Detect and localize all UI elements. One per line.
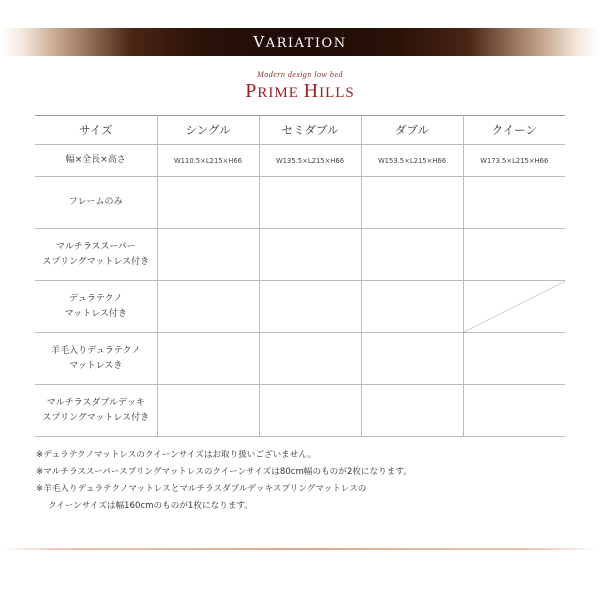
header-semi-double: セミダブル [259, 116, 361, 145]
image-cell [463, 229, 565, 281]
row-label-duratechno [35, 281, 157, 333]
image-cell [361, 229, 463, 281]
image-cell [259, 177, 361, 229]
bottom-divider [0, 548, 600, 550]
image-cell [361, 385, 463, 437]
brand-word1-cap: P [245, 80, 258, 102]
row-label-multilath-double-deck [35, 385, 157, 437]
table-row [35, 385, 565, 437]
footnote: ※マルチラススーパースプリングマットレスのクイーンサイズは80cm幅のものが2枚になります。 [36, 467, 412, 477]
row-label-frame-only [35, 177, 157, 229]
table-row [35, 177, 565, 229]
brand-word1-rest: RIME [257, 85, 299, 101]
banner-title-rest: ARIATION [265, 36, 347, 51]
table-row [35, 333, 565, 385]
brand-word2-rest: ILLS [319, 85, 355, 101]
row-label-line: マットレス付き [64, 308, 127, 319]
row-label-line: デュラテクノ [69, 293, 123, 304]
banner-title [0, 28, 600, 56]
dimension-label: 幅×全長×高さ [35, 145, 157, 177]
not-available-slash [464, 281, 566, 332]
row-label-line: 羊毛入りデュラテクノ [51, 345, 141, 356]
row-label-wool-duratechno [35, 333, 157, 385]
image-cell [463, 385, 565, 437]
section-banner [0, 28, 600, 56]
row-label-line: マルチラススーパー [55, 241, 136, 252]
row-label-line: フレームのみ [68, 197, 123, 207]
image-cell [157, 177, 259, 229]
table-row [35, 229, 565, 281]
image-cell [463, 333, 565, 385]
image-cell [259, 281, 361, 333]
size-spec-table [35, 115, 565, 437]
dimension-single: W110.5×L215×H66 [157, 145, 259, 177]
image-cell [259, 385, 361, 437]
image-cell [361, 177, 463, 229]
header-size: サイズ [35, 116, 157, 145]
dimension-double: W153.5×L215×H66 [361, 145, 463, 177]
table-row [35, 281, 565, 333]
image-cell [361, 333, 463, 385]
table-header-row [35, 116, 565, 145]
banner-title-cap: V [253, 33, 266, 51]
not-available-cell [463, 281, 565, 333]
header-single: シングル [157, 116, 259, 145]
image-cell [157, 229, 259, 281]
image-cell [157, 385, 259, 437]
row-label-line: マットレスき [69, 360, 123, 371]
footnote: ※羊毛入りデュラテクノマットレスとマルチラスダブルデッキスプリングマットレスの [36, 484, 367, 494]
brand-logo [0, 80, 600, 103]
image-cell [259, 229, 361, 281]
image-cell [157, 281, 259, 333]
dimension-semi-double: W135.5×L215×H66 [259, 145, 361, 177]
row-label-line: マルチラスダブルデッキ [46, 397, 145, 408]
image-cell [157, 333, 259, 385]
footnotes [36, 447, 566, 515]
image-cell [361, 281, 463, 333]
footnote: クイーンサイズは幅160cmのものが1枚になります。 [48, 501, 253, 511]
brand-word2-cap: H [303, 80, 320, 102]
image-cell [259, 333, 361, 385]
brand-subtitle: Modern design low bed [257, 70, 343, 79]
row-label-multilath-super-spring [35, 229, 157, 281]
footnote: ※デュラテクノマットレスのクイーンサイズはお取り扱いございません。 [36, 450, 317, 460]
row-label-line: スプリングマットレス付き [42, 412, 150, 423]
header-queen: クイーン [463, 116, 565, 145]
row-label-line: スプリングマットレス付き [42, 256, 150, 267]
dimension-queen: W173.5×L215×H66 [463, 145, 565, 177]
image-cell [463, 177, 565, 229]
dimension-row [35, 145, 565, 177]
header-double: ダブル [361, 116, 463, 145]
